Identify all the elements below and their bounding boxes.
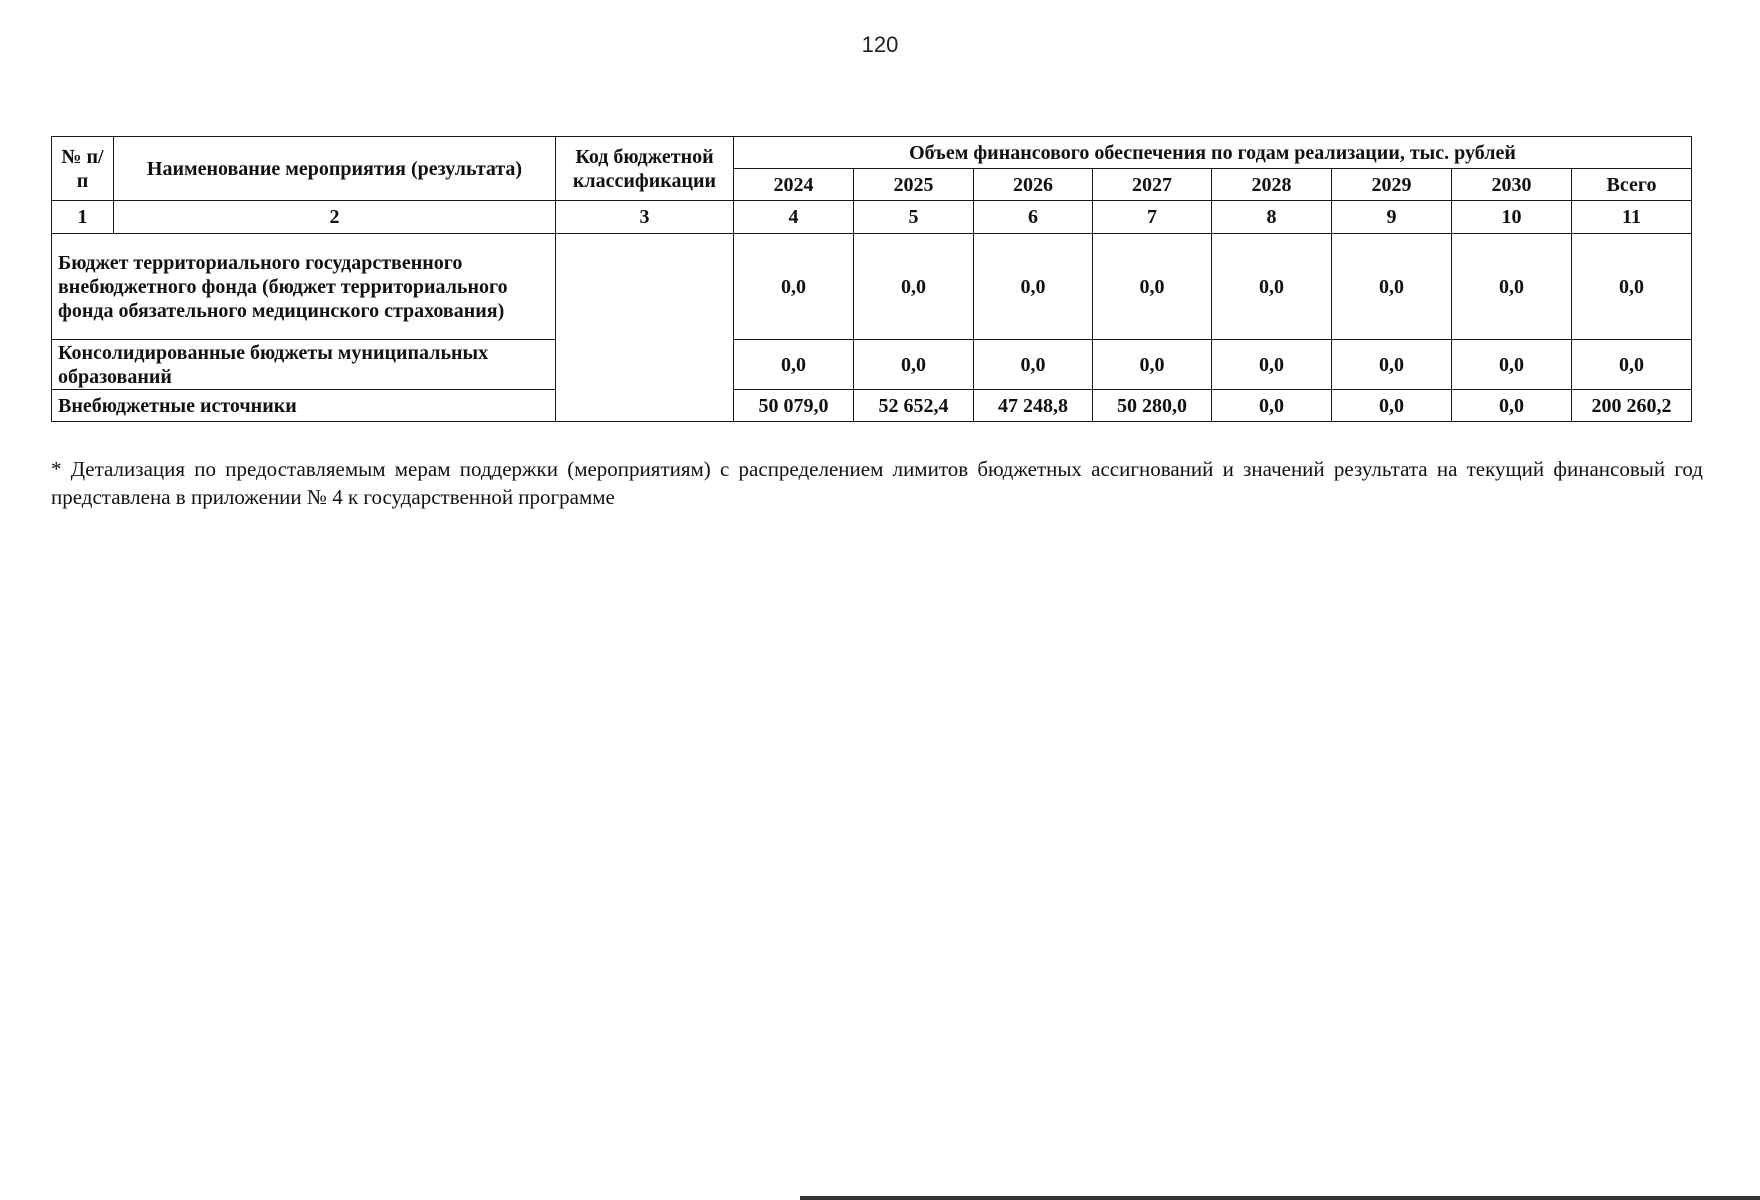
- header-total: Всего: [1572, 169, 1692, 201]
- scan-edge-line: [800, 1196, 1760, 1200]
- column-number: 9: [1332, 201, 1452, 234]
- footnote: * Детализация по предоставляемым мерам поддержки (мероприятиям) с распределением лимитов бюджетных ассигнований и значений результата на текущий финансовый год представлена в приложении № 4 к государственной программе: [51, 457, 1703, 509]
- header-name: Наименование мероприятия (результата): [114, 137, 556, 201]
- value-cell: 0,0: [1452, 390, 1572, 422]
- value-cell: 0,0: [1212, 234, 1332, 340]
- value-cell: 0,0: [1212, 390, 1332, 422]
- value-cell: 0,0: [1332, 390, 1452, 422]
- value-cell: 47 248,8: [974, 390, 1093, 422]
- table-row: [52, 340, 1692, 390]
- value-cell: 0,0: [854, 340, 974, 390]
- header-year: 2030: [1452, 169, 1572, 201]
- value-cell: 0,0: [1452, 234, 1572, 340]
- row-name: Консолидированные бюджеты муниципальных образований: [52, 340, 556, 390]
- value-cell: 0,0: [1452, 340, 1572, 390]
- column-number: 11: [1572, 201, 1692, 234]
- budget-code-cell: [556, 234, 734, 422]
- header-num: № п/п: [52, 137, 114, 201]
- column-number: 10: [1452, 201, 1572, 234]
- value-cell: 0,0: [974, 234, 1093, 340]
- row-name: Внебюджетные источники: [52, 390, 556, 422]
- value-cell: 0,0: [734, 340, 854, 390]
- value-cell: 0,0: [1332, 234, 1452, 340]
- table-row: [52, 390, 1692, 422]
- total-cell: 200 260,2: [1572, 390, 1692, 422]
- header-year: 2025: [854, 169, 974, 201]
- value-cell: 50 280,0: [1093, 390, 1212, 422]
- header-code: Код бюджетной классификации: [556, 137, 734, 201]
- value-cell: 0,0: [1093, 234, 1212, 340]
- value-cell: 0,0: [1332, 340, 1452, 390]
- header-year: 2028: [1212, 169, 1332, 201]
- value-cell: 0,0: [974, 340, 1093, 390]
- column-number: 8: [1212, 201, 1332, 234]
- value-cell: 0,0: [854, 234, 974, 340]
- total-cell: 0,0: [1572, 234, 1692, 340]
- column-number-row: [52, 201, 1692, 234]
- column-number: 7: [1093, 201, 1212, 234]
- column-number: 2: [114, 201, 556, 234]
- column-number: 4: [734, 201, 854, 234]
- header-year: 2029: [1332, 169, 1452, 201]
- page-number: 120: [861, 32, 899, 57]
- header-volume: Объем финансового обеспечения по годам реализации, тыс. рублей: [734, 137, 1692, 169]
- header-year: 2024: [734, 169, 854, 201]
- column-number: 5: [854, 201, 974, 234]
- value-cell: 52 652,4: [854, 390, 974, 422]
- financing-table: [51, 136, 1692, 422]
- value-cell: 0,0: [1093, 340, 1212, 390]
- header-row: [52, 137, 1692, 169]
- value-cell: 50 079,0: [734, 390, 854, 422]
- column-number: 3: [556, 201, 734, 234]
- row-name: Бюджет территориального государственного внебюджетного фонда (бюджет территориального фонда обязательного медицинского страхования): [52, 234, 556, 340]
- value-cell: 0,0: [1212, 340, 1332, 390]
- column-number: 6: [974, 201, 1093, 234]
- header-year: 2027: [1093, 169, 1212, 201]
- header-year: 2026: [974, 169, 1093, 201]
- value-cell: 0,0: [734, 234, 854, 340]
- column-number: 1: [52, 201, 114, 234]
- total-cell: 0,0: [1572, 340, 1692, 390]
- table-row: [52, 234, 1692, 340]
